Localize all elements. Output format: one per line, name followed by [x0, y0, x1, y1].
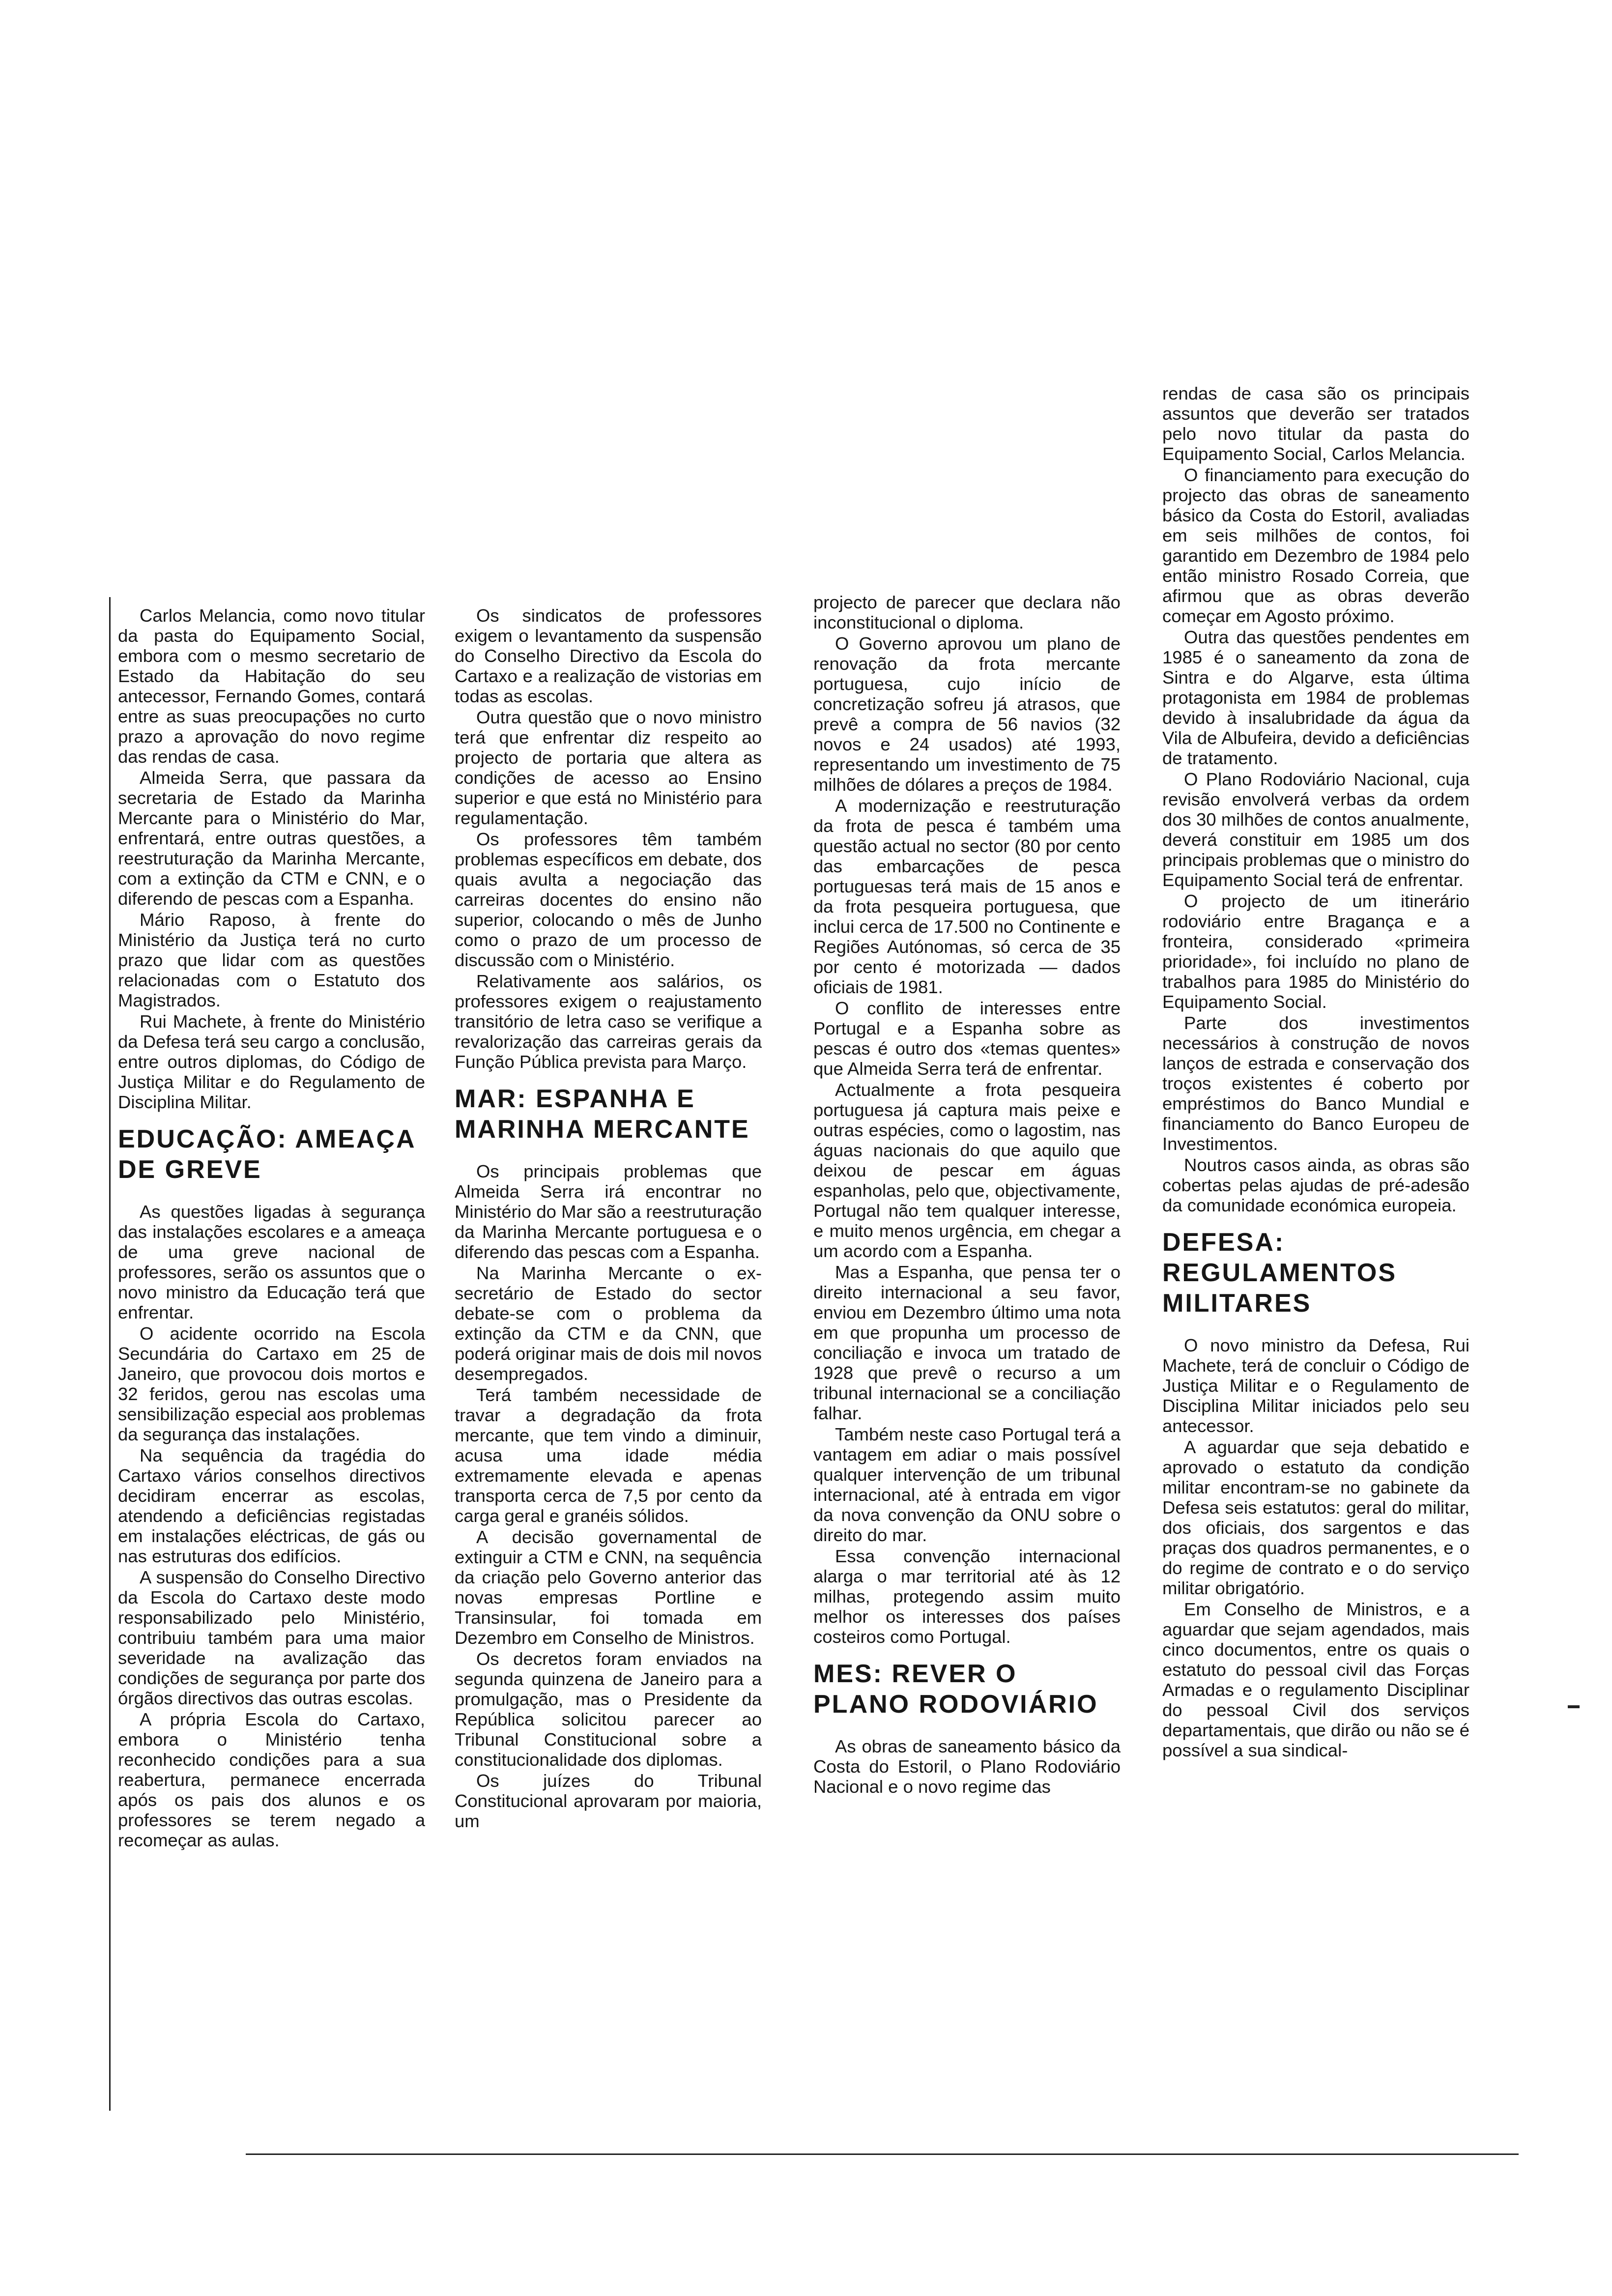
col4-paragraph-7: Noutros casos ainda, as obras são cobertas pelas ajudas de pré-adesão da comunidade económica europeia. — [1162, 1155, 1469, 1215]
column-1 — [118, 605, 425, 1851]
col3-paragraph-3: A modernização e reestruturação da frota de pesca é também uma questão actual no sector (80 por cento das embarcações de pesca portuguesas terá mais de 15 anos e da frota pesqueira portuguesa, que inclui cerca de 17.500 no Continente e Regiões Autónomas, só cerca de 35 por cento é motorizada — dados oficiais de 1981. — [813, 796, 1121, 997]
col2-paragraph-9: Os decretos foram enviados na segunda quinzena de Janeiro para a promulgação, mas o Presidente da República solicitou parecer ao Tribunal Constitucional sobre a constitucionalidade dos diplomas. — [455, 1649, 762, 1770]
col2-paragraph-7: Terá também necessidade de travar a degradação da frota mercante, que tem vindo a diminuir, acusa uma idade média extremamente elevada e apenas transporta cerca de 7,5 por cento da carga geral e granéis sólidos. — [455, 1385, 762, 1526]
col1-paragraph-1: Carlos Melancia, como novo titular da pasta do Equipamento Social, embora com o mesmo secretario de Estado da Habitação do seu antecessor, Fernando Gomes, contará entre as suas preocupações no curto prazo a aprovação do novo regime das rendas de casa. — [118, 605, 425, 767]
col2-paragraph-10: Os juízes do Tribunal Constitucional aprovaram por maioria, um — [455, 1771, 762, 1831]
column-4 — [1162, 383, 1469, 1761]
heading-defesa: DEFESA: REGULAMENTOS MILITARES — [1162, 1228, 1397, 1318]
col1-paragraph-3: Mário Raposo, à frente do Ministério da Justiça terá no curto prazo que lidar com as questões relacionadas com o Estatuto dos Magistrados. — [118, 910, 425, 1010]
col3-paragraph-2: O Governo aprovou um plano de renovação da frota mercante portuguesa, cujo início de concretização sofreu já atrasos, que prevê a compra de 56 navios (32 novos e 24 usados) até 1993, representando um investimento de 75 milhões de dólares a preços de 1984. — [813, 633, 1121, 795]
col1-paragraph-7: Na sequência da tragédia do Cartaxo vários conselhos directivos decidiram encerrar as escolas, atendendo a deficiências registadas em instalações eléctricas, de gás ou nas estruturas dos edifícios. — [118, 1445, 425, 1566]
col2-paragraph-2: Outra questão que o novo ministro terá que enfrentar diz respeito ao projecto de portaria que altera as condições de acesso ao Ensino superior e que está no Ministério para regulamentação. — [455, 707, 762, 828]
col4-paragraph-5: O projecto de um itinerário rodoviário entre Bragança e a fronteira, considerado «primeira prioridade», foi incluído no plano de trabalhos para 1985 do Ministério do Equipamento Social. — [1162, 891, 1469, 1012]
col3-paragraph-5: Actualmente a frota pesqueira portuguesa já captura mais peixe e outras espécies, como o lagostim, nas águas nacionais do que aquilo que deixou de pescar em águas espanholas, pelo que, objectivamente, Portugal não tem qualquer interesse, e muito menos urgência, em chegar a um acordo com a Espanha. — [813, 1080, 1121, 1261]
col4-paragraph-4: O Plano Rodoviário Nacional, cuja revisão envolverá verbas da ordem dos 30 milhões de contos anualmente, deverá constituir em 1985 um dos principais problemas que o ministro do Equipamento Social terá de enfrentar. — [1162, 769, 1469, 890]
col2-paragraph-1: Os sindicatos de professores exigem o levantamento da suspensão do Conselho Directivo da Escola do Cartaxo e a realização de vistorias em todas as escolas. — [455, 605, 762, 706]
col3-paragraph-7: Também neste caso Portugal terá a vantagem em adiar o mais possível qualquer intervenção de um tribunal internacional, até à entrada em vigor da nova convenção da ONU sobre o direito do mar. — [813, 1424, 1121, 1545]
column-2 — [455, 605, 762, 1832]
col4-paragraph-1: rendas de casa são os principais assuntos que deverão ser tratados pelo novo titular da pasta do Equipamento Social, Carlos Melancia. — [1162, 383, 1469, 464]
col1-paragraph-4: Rui Machete, à frente do Ministério da Defesa terá seu cargo a conclusão, entre outros diplomas, do Código de Justiça Militar e do Regulamento de Disciplina Militar. — [118, 1011, 425, 1112]
col4-paragraph-2: O financiamento para execução do projecto das obras de saneamento básico da Costa do Estoril, avaliadas em seis milhões de contos, foi garantido em Dezembro de 1984 pelo então ministro Rosado Correia, que afirmou que as obras deverão começar em Agosto próximo. — [1162, 465, 1469, 626]
bottom-rule — [246, 2153, 1519, 2155]
col1-paragraph-2: Almeida Serra, que passara da secretaria de Estado da Marinha Mercante para o Ministério do Mar, enfrentará, entre outras questões, a reestruturação da Marinha Mercante, com a extinção da CTM e CNN, e o diferendo de pescas com a Espanha. — [118, 768, 425, 909]
col1-paragraph-8: A suspensão do Conselho Directivo da Escola do Cartaxo deste modo responsabilizado pelo Ministério, contribuiu também para uma maior severidade na avalização das condições de segurança por parte dos órgãos directivos das outras escolas. — [118, 1567, 425, 1708]
left-margin-rule — [109, 597, 111, 2111]
col3-paragraph-8: Essa convenção internacional alarga o mar territorial até às 12 milhas, protegendo assim muito melhor os interesses dos países costeiros como Portugal. — [813, 1546, 1121, 1647]
col4-paragraph-8: O novo ministro da Defesa, Rui Machete, terá de concluir o Código de Justiça Militar e o Regulamento de Disciplina Militar iniciados pelo seu antecessor. — [1162, 1335, 1469, 1436]
col1-paragraph-5: As questões ligadas à segurança das instalações escolares e a ameaça de uma greve nacional de professores, serão os assuntos que o novo ministro da Educação terá que enfrentar. — [118, 1202, 425, 1322]
col4-paragraph-3: Outra das questões pendentes em 1985 é o saneamento da zona de Sintra e do Algarve, esta última protagonista em 1984 de problemas devido à insalubridade da água da Vila de Albufeira, devido a deficiências de tratamento. — [1162, 627, 1469, 768]
col4-paragraph-9: A aguardar que seja debatido e aprovado o estatuto da condição militar encontram-se no gabinete da Defesa seis estatutos: geral do militar, dos oficiais, dos sargentos e das praças dos quadros permanentes, e o do regime de contrato e o do serviço militar obrigatório. — [1162, 1437, 1469, 1598]
col3-paragraph-6: Mas a Espanha, que pensa ter o direito internacional a seu favor, enviou em Dezembro último uma nota em que propunha um processo de conciliação e invoca um tratado de 1928 que prevê o recurso a um tribunal internacional se a conciliação falhar. — [813, 1262, 1121, 1423]
heading-mar: MAR: ESPANHA E MARINHA MERCANTE — [455, 1085, 750, 1144]
col3-paragraph-4: O conflito de interesses entre Portugal e a Espanha sobre as pescas é outro dos «temas quentes» que Almeida Serra terá de enfrentar. — [813, 998, 1121, 1079]
col3-paragraph-9: As obras de saneamento básico da Costa do Estoril, o Plano Rodoviário Nacional e o novo regime das — [813, 1736, 1121, 1797]
col2-paragraph-6: Na Marinha Mercante o ex-secretário de Estado do sector debate-se com o problema da extinção da CTM e da CNN, que poderá originar mais de dois mil novos desempregados. — [455, 1263, 762, 1384]
col2-paragraph-4: Relativamente aos salários, os professores exigem o reajustamento transitório de letra caso se verifique a revalorização das carreiras gerais da Função Pública prevista para Março. — [455, 971, 762, 1072]
col4-paragraph-6: Parte dos investimentos necessários à construção de novos lanços de estrada e conservação dos troços existentes é coberto por empréstimos do Banco Mundial e financiamento do Banco Europeu de Investimentos. — [1162, 1013, 1469, 1154]
col3-paragraph-1: projecto de parecer que declara não inconstitucional o diploma. — [813, 592, 1121, 632]
col1-paragraph-9: A própria Escola do Cartaxo, embora o Ministério tenha reconhecido condições para a sua reabertura, permanece encerrada após os pais dos alunos e os professores se terem negado a recomeçar as aulas. — [118, 1709, 425, 1850]
col2-paragraph-8: A decisão governamental de extinguir a CTM e CNN, na sequência da criação pelo Governo anterior das novas empresas Portline e Transinsular, foi tomada em Dezembro em Conselho de Ministros. — [455, 1527, 762, 1648]
heading-educacao: EDUCAÇÃO: AMEAÇA DE GREVE — [118, 1125, 415, 1184]
col2-paragraph-5: Os principais problemas que Almeida Serra irá encontrar no Ministério do Mar são a reestruturação da Marinha Mercante portuguesa e o diferendo das pescas com a Espanha. — [455, 1161, 762, 1262]
col4-paragraph-10: Em Conselho de Ministros, e a aguardar que sejam agendados, mais cinco documentos, entre os quais o estatuto do pessoal civil das Forças Armadas e o regulamento Disciplinar do pessoal Civil dos serviços departamentais, que dirão ou não se é possível a sua sindical- — [1162, 1599, 1469, 1760]
col1-paragraph-6: O acidente ocorrido na Escola Secundária do Cartaxo em 25 de Janeiro, que provocou dois mortos e 32 feridos, gerou nas escolas uma sensibilização especial aos problemas da segurança das instalações. — [118, 1323, 425, 1444]
margin-mark — [1568, 1705, 1580, 1708]
col2-paragraph-3: Os professores têm também problemas específicos em debate, dos quais avulta a negociação das carreiras docentes do ensino não superior, colocando o mês de Junho como o prazo de um processo de discussão com o Ministério. — [455, 829, 762, 970]
column-3 — [813, 592, 1121, 1798]
heading-mes: MES: REVER O PLANO RODOVIÁRIO — [813, 1660, 1098, 1719]
